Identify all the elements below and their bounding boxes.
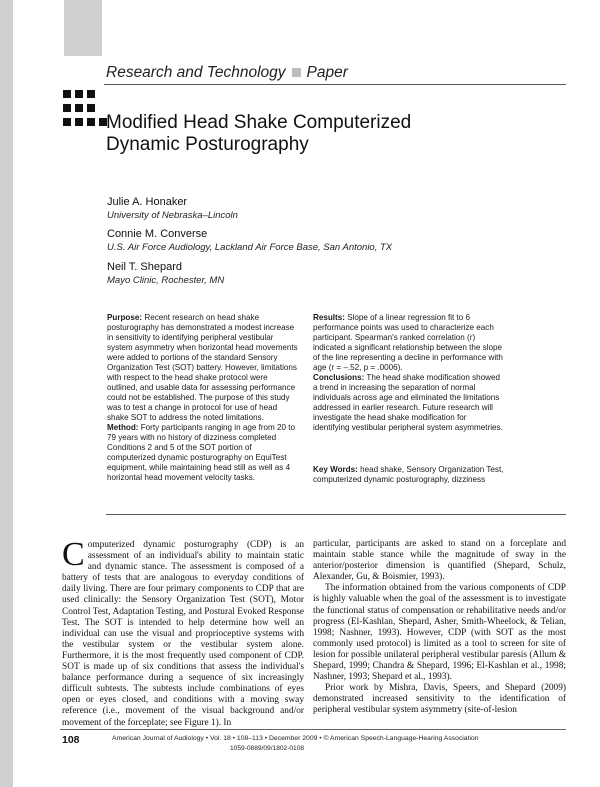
- keywords-text: head shake, Sensory Organization Test, computerized dynamic posturography, dizziness: [313, 465, 504, 484]
- author-name: Julie A. Honaker: [107, 196, 188, 208]
- abstract-results: [313, 313, 503, 373]
- abstract-method: [107, 423, 299, 483]
- abstract-left-column: [107, 313, 299, 483]
- conclusions-text: The head shake modification showed a trend in increasing the separation of normal individuals across age and eliminated the limitations addressed in earlier research. Future research will investigate the head shake modification for identifying vestibular peripheral system asymmetries.: [313, 373, 503, 432]
- purpose-label: Purpose:: [107, 313, 143, 322]
- results-text: Slope of a linear regression fit to 6 performance points was used to characterize each participant. Spearman's ranked correlation (r) indicated a significant relationship between the slope of the line representing a decline in performance with age (r = –.52, p = .0006).: [313, 313, 503, 372]
- section-header: [106, 64, 348, 82]
- keywords-label: Key Words:: [313, 465, 358, 474]
- author-block-3: [107, 261, 224, 286]
- body-column-2: [313, 539, 566, 717]
- method-text: Forty participants ranging in age from 20 to 79 years with no history of dizziness completed Conditions 2 and 5 of the SOT portion of computerized dynamic posturography on EquiTest equipment, while maintaining head still as well as 4 horizontal head movement velocity tasks.: [107, 423, 296, 482]
- keywords: [313, 465, 508, 485]
- drop-cap: C: [62, 536, 85, 573]
- abstract-right-column: [313, 313, 503, 433]
- section-label: Research and Technology: [106, 64, 286, 81]
- results-label: Results:: [313, 313, 345, 322]
- title-line-1: Modified Head Shake Computerized: [106, 112, 412, 133]
- purpose-text: Recent research on head shake posturography has demonstrated a modest increase in sensitivity to identifying peripheral vestibular system asymmetry when horizontal head movements were added to portions of the standard Sensory Organization Test (SOT) battery. However, limitations with respect to the head shake protocol were outlined, and usable data for assessing performance could not be established. The purpose of this study was to test a change in protocol for use of head shake SOT to address the noted limitations.: [107, 313, 298, 422]
- author-block-1: [107, 196, 238, 221]
- conclusions-label: Conclusions:: [313, 373, 365, 382]
- body-paragraph: omputerized dynamic posturography (CDP) is an assessment of an individual's ability to maintain static and dynamic stance. The assessment is composed of a battery of tests that are analogous to everyday conditions of daily living. There are four primary components to CDP that are used clinically: the Sensory Organization Test (SOT), Motor Control Test, Adaptation Testing, and Postural Evoked Response Test. The SOT is intended to help determine how well an individual can use the visual and proprioceptive systems with the vestibular system or the vestibular system alone. Furthermore, it is the most frequently used component of CDP. SOT is made up of six conditions that assess the individual's balance performance during a sequence of six increasingly difficult subtests. The subtests include combinations of eyes open or eyes closed, and conditions with a moving sway reference (i.e., movement of the visual background and/or movement of the forceplate; see Figure 1). In: [62, 540, 304, 728]
- paper-type-label: Paper: [306, 64, 348, 81]
- abstract-purpose: [107, 313, 299, 423]
- author-block-2: [107, 228, 392, 253]
- author-affiliation: University of Nebraska–Lincoln: [107, 210, 238, 221]
- article-title: [106, 112, 546, 156]
- body-paragraph: particular, participants are asked to stand on a forceplate and maintain stable stance while the magnitude of sway in the anterior/posterior dimension is quantified (Shepard, Schulz, Alexander, Gu, & Boismier, 1993).: [313, 539, 566, 583]
- body-paragraph: Prior work by Mishra, Davis, Speers, and Shepard (2009) demonstrated increased sensitivity to the identification of peripheral vestibular system asymmetry (site-of-lesion: [313, 683, 566, 716]
- method-label: Method:: [107, 423, 139, 432]
- author-affiliation: U.S. Air Force Audiology, Lackland Air Force Base, San Antonio, TX: [107, 242, 393, 253]
- title-line-2: Dynamic Posturography: [106, 134, 309, 155]
- page-number: 108: [62, 734, 80, 746]
- abstract-conclusions: [313, 373, 503, 433]
- header-gray-block: [64, 0, 102, 56]
- author-affiliation: Mayo Clinic, Rochester, MN: [107, 275, 225, 286]
- section-divider: [106, 514, 566, 515]
- separator-square-icon: [292, 68, 301, 77]
- body-paragraph: The information obtained from the various components of CDP is highly valuable when the goal of the assessment is to investigate the functional status of compensation or rehabilitative needs and/or progress (El-Kashlan, Shepard, Asher, Smith-Wheelock, & Telian, 1998; Nashner, 1993). However, CDP (with SOT as the most commonly used protocol) is limited as a tool to screen for site of lesion for possible unilateral peripheral vestibular paresis (Allum & Shepard, 1999; Chandra & Shepard, 1996; El-Kashlan et al., 1998; Nashner, 1993; Shepard et al., 1993).: [313, 583, 566, 683]
- author-name: Neil T. Shepard: [107, 261, 183, 273]
- doi-number: 1059-0889/09/1802-0108: [230, 745, 305, 752]
- author-name: Connie M. Converse: [107, 228, 208, 240]
- body-column-1: [62, 536, 304, 729]
- footer-rule: [60, 729, 566, 730]
- header-rule: [104, 84, 566, 85]
- left-margin-bar: [0, 0, 13, 787]
- journal-citation: American Journal of Audiology • Vol. 18 • 108–113 • December 2009 • © American Speech-Language-Hearing Association: [112, 735, 479, 742]
